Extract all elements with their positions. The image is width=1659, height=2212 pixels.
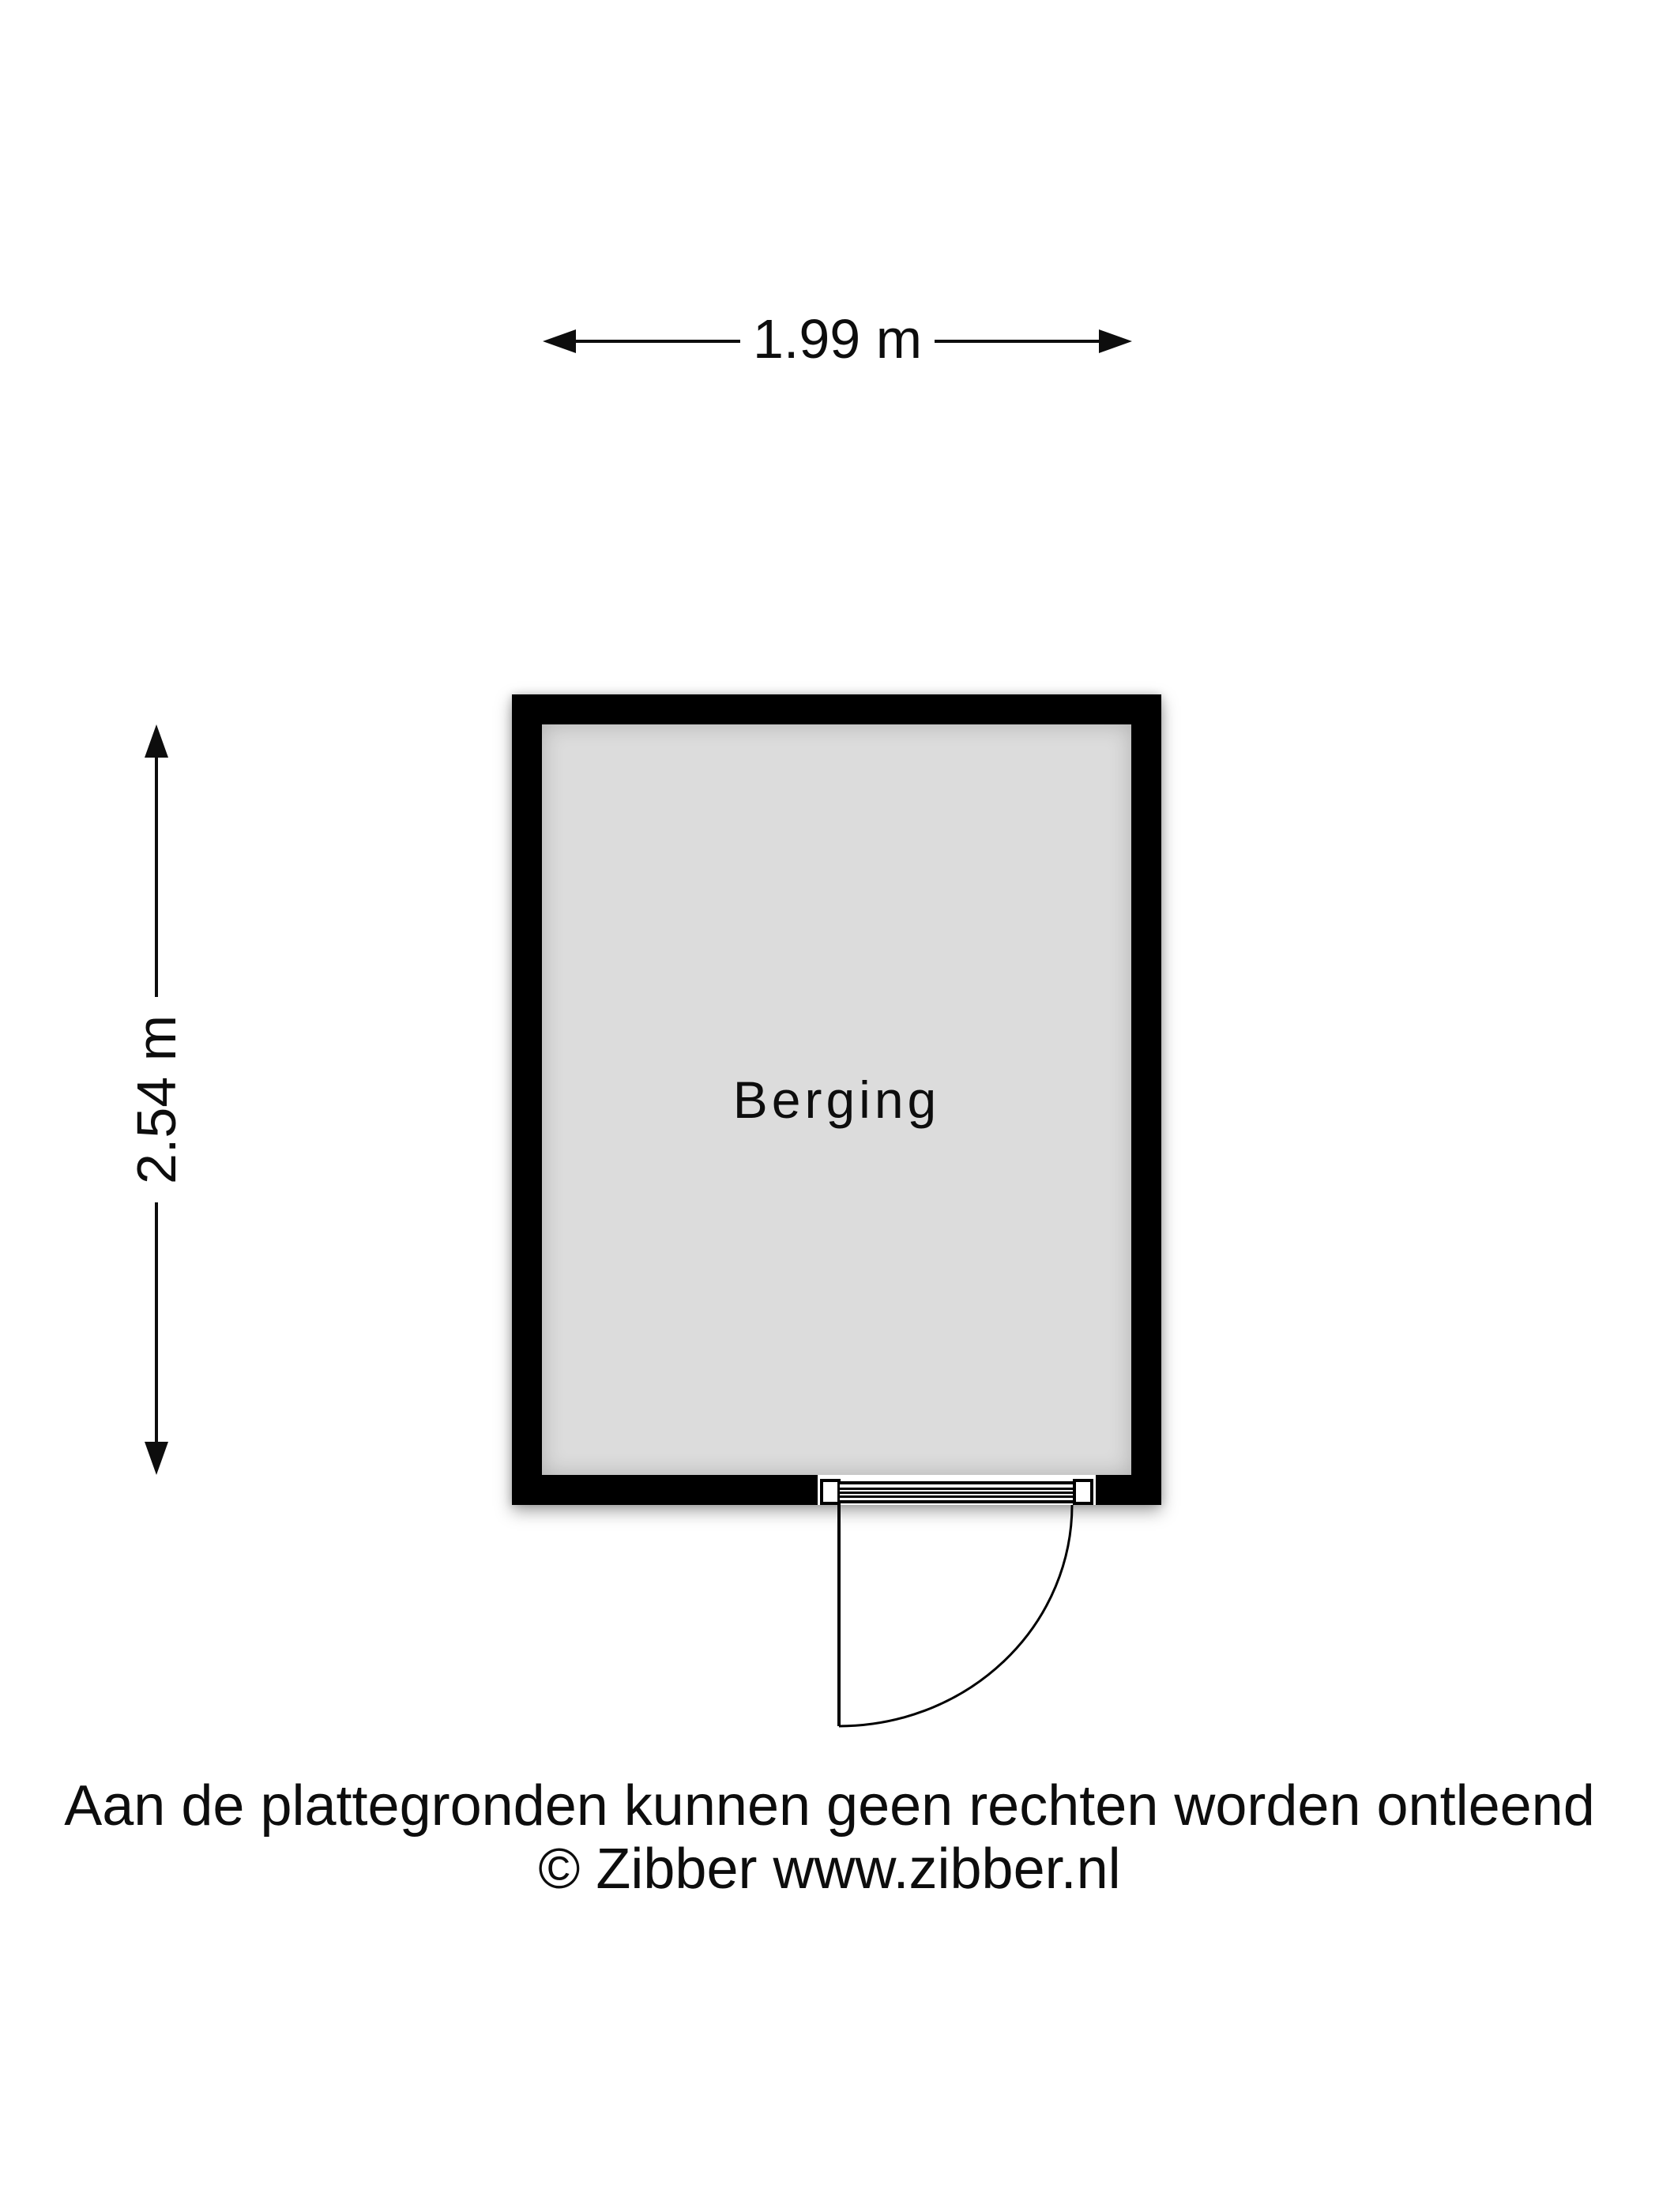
dimension-line — [155, 1202, 158, 1442]
door-jamb-left — [820, 1479, 841, 1505]
dimension-line — [155, 758, 158, 997]
disclaimer-text: Aan de plattegronden kunnen geen rechten worden ontleend — [64, 1774, 1595, 1838]
width-dimension — [543, 308, 1132, 370]
threshold-line — [840, 1492, 1074, 1494]
door-opening — [818, 1475, 1096, 1505]
copyright-text: © Zibber www.zibber.nl — [538, 1838, 1121, 1901]
height-dimension — [126, 724, 187, 1475]
room-label: Berging — [732, 1070, 941, 1129]
door-arc — [839, 1505, 1072, 1726]
dimension-arrow-left-icon — [543, 329, 576, 353]
threshold-line — [840, 1495, 1074, 1498]
dimension-arrow-down-icon — [145, 1442, 168, 1475]
width-dimension-label: 1.99 m — [753, 308, 922, 370]
room-floor — [542, 724, 1131, 1475]
dimension-arrow-up-icon — [145, 724, 168, 758]
dimension-arrow-right-icon — [1099, 329, 1132, 353]
door-jamb-right — [1073, 1479, 1093, 1505]
door-swing — [822, 1503, 1090, 1740]
dimension-line — [576, 340, 740, 343]
footer — [0, 1774, 1659, 1901]
room-berging — [512, 694, 1161, 1505]
door-threshold — [840, 1481, 1074, 1503]
dimension-line — [935, 340, 1099, 343]
threshold-line — [840, 1488, 1074, 1490]
height-dimension-label-wrap — [126, 997, 187, 1202]
height-dimension-label: 2.54 m — [126, 1015, 187, 1184]
